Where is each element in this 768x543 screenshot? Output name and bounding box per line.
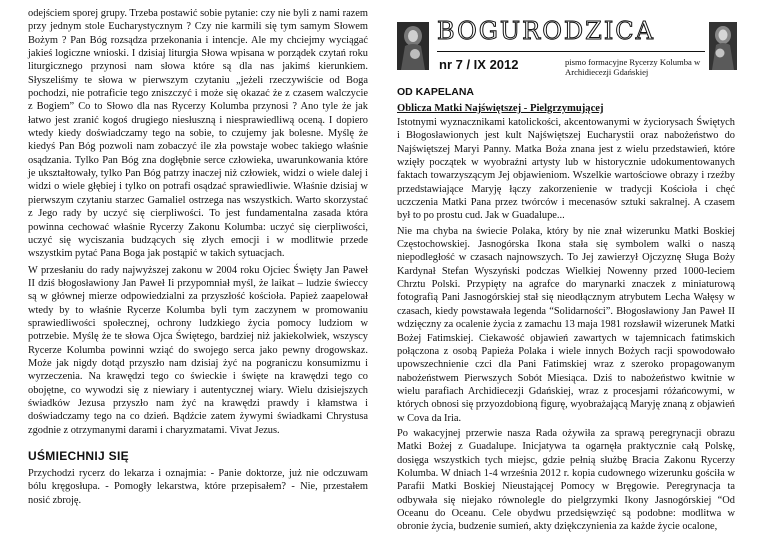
homily-paragraph-1: odejściem sporej grupy. Trzeba postawić sobie pytanie: czy nie byli z nami razem przy jednym stole Eucharystycznym ? Czy nie karmili się tym samym Słowem Bożym ? Pan Bóg rozsądza przekonania i intencje. Ale my chciejmy wyciągać jakieś logiczne wnioski. I dzisiaj liturgia Słowa wpisana w porządek czytań roku liturgicznego przynosi nam słowa które są dla nas jakimś kierunkiem. Słyszeliśmy te słowa w pierwszym czytaniu „jeżeli rzeczywiście od Boga pochodzi, nie potraficie tego zniszczyć i może się okazać że z czasem walczycie z Bogiem” Co to Słowo dla nas Rycerzy Kolumba przynosi ? Ano tyle że jak łatwo jest zranić kogoś drugiego niesłuszną i niesprawiedliwą oceną. I dopiero wtedy kiedy doświadczamy tego na sobie, to czujemy jak bolesne. Myślę że kiedyś Pan Bóg pozwoli nam zobaczyć ile zła powstaje wobec takiego właśnie osądzania. Tylko Pan Bóg zna dogłębnie serce człowieka, uwarunkowania które je ukształtowały, tylko Pan Bóg patrzy inaczej niż człowiek, widzi o wiele dalej i widzi o wiele głębiej i tylko on potrafi osądzać sprawiedliwie. Właśnie dzisiaj w pierwszym czytaniu starzec Gamaliel ostrzega nas wszystkich. Warto skorzystać z Jego rady by uczyć się cierpliwości. To jest fundamentalna zasada która powinna cechować właśnie Rycerzy Zakonu Kolumba: uczyć się cierpliwości, uczyć się wyciszania budzących się złych emocji i w modlitwie przede wszystkim pytać Pana Boga jak postąpić w takich sytuacjach. — [28, 8, 368, 260]
left-column — [28, 0, 368, 507]
masthead-subtitle: pismo formacyjne Rycerzy Kolumba w Archidiecezji Gdańskiej — [565, 57, 701, 77]
madonna-icon — [709, 22, 737, 70]
right-column — [397, 0, 735, 533]
article-paragraph-1: Istotnymi wyznacznikami katolickości, akcentowanymi w życiorysach Świętych i Błogosławionych jest kult Najświętszej Eucharystii oraz nabożeństwo do Najświętszej Maryi Panny. Matka Boża znana jest z wielu przedstawień, które wzięły początek w wyobraźni artysty lub w historycznie udokumentowanych faktach towarzyszącym Jej objawieniom. Wszelkie wartościowe obrazy i rzeźby przedstawiające Maryję łączy zakorzenienie w tradycji Kościoła i chęć uczczenia Matki Pana przez twórców i mecenasów sztuki sakralnej. A czasem był to po prostu cud. Jak w Guadalupe... — [397, 117, 735, 222]
issue-number: nr 7 / IX 2012 — [439, 57, 519, 72]
article-body — [397, 116, 735, 534]
section-heading: OD KAPELANA — [397, 86, 475, 98]
madonna-icon — [397, 22, 429, 70]
masthead — [397, 0, 735, 114]
smile-heading: UŚMIECHNIJ SIĘ — [28, 449, 129, 463]
masthead-title: BOGURODZICA — [437, 17, 655, 45]
article-title: Oblicza Matki Najświętszej - Pielgrzymującej — [397, 103, 604, 114]
article-paragraph-3: Po wakacyjnej przerwie nasza Rada ożywiła za sprawą peregrynacji obrazu Matki Bożej z Guadalupe. Inicjatywa ta ogarnęła praktycznie całą Polskę, dosięga wszystkich tych miejsc, gdzie pełnią służbę Bracia Zakonu Rycerzy Kolumba. W dniach 1-4 września 2012 r. kopia cudownego wizerunku gościła w Parafii Matki Boskiej Nieustającej Pomocy w Bręgowie. Peregrynacja ta odbywała się niejako równolegle do pielgrzymki Ikony Jasnogórskiej “Od Oceanu do Oceanu. Cele obydwu przedsięwzięć są podobne: modlitwa w obronie życia, budzenie sumień, akty dziękczynienia za każde życie ocalone, — [397, 427, 735, 533]
masthead-rule — [437, 51, 705, 52]
joke-text: Przychodzi rycerz do lekarza i oznajmia: - Panie doktorze, już nie odczuwam bólu kręgosłupa. - Pomogły lekarstwa, które przepisałem? - Nie, przestałem nosić zbroję. — [28, 468, 368, 506]
homily-paragraph-2: W przesłaniu do rady najwyższej zakonu w 2004 roku Ojciec Święty Jan Paweł II dziś błogosławiony Jan Paweł Ii przypomniał myśl, że laikat – ludzie świeccy są w głównej mierze odpowiedzialni za przyszłość kościoła. Papież zaapelował wtedy by to właśnie Rycerze Kolumba byli tym zaczynem w promowaniu sprawiedliwości społecznej, ochrony ludzkiego życia pomocy ludziom w potrzebie. Myślę że te słowa Ojca Świętego, bardziej niż jakiekolwiek, wszyscy Rycerze Kolumba powinni wziąć do swojego serca jako pewny drogowskaz. Może jak nigdy dotąd przyszło nam dzisiaj żyć na pograniczu konsumizmu i wyrzeczenia. Na krawędzi tego co świeckie i święte na krawędzi tego co obojętne, co wywodzi się z niewiary i autentycznej wiary. Wielu dzisiejszych świadków Jezusa przyszło nam żyć na krawędzi prawdy i kłamstwa i doświadczamy tego na co dzień. Bądźcie zatem żywymi świadkami Chrystusa zgodnie z otrzymanymi darami i charyzmatami. Vivat Jezus. — [28, 264, 368, 436]
article-paragraph-2: Nie ma chyba na świecie Polaka, który by nie znał wizerunku Matki Boskiej Częstochowskiej. Jasnogórska Ikona stała się symbolem walki o naszą niepodległość w czasach najnowszych. To Jej zawierzył Ojczyznę Sługa Boży Kardynał Stefan Wyszyński podczas Wielkiej Nowenny przed 1000-leciem Chrztu Polski. Przypięty na agrafce do marynarki znaczek z miniaturową fotografią Pani Jasnogórskiej stał się nieodłącznym atrybutem Lecha Wałęsy w czasach, kiedy powstawała legenda “Solidarności”. Błogosławiony Jan Paweł II wdzięczny za ocalenie życia z zamachu 13 maja 1981 rozsławił wizerunek Matki Bożej Fatimskiej. Ciekawość objawień zawartych w tajemnicach fatimskich połączona z osobą Papieża Polaka i wiele innych Bożych racji spowodowało upowszechnienie czci dla Pani Fatimskiej wraz z szeroko propagowanym nabożeństwem Pierwszych Sobót Miesiąca. Dziś to nabożeństwo kwitnie w wielu parafiach Archidiecezji Gdańskiej, wraz z procesjami różańcowymi, w których obnosi się przyozdobioną figurę, wyobrażającą Maryję znaną z objawień w Cova da Iria. — [397, 225, 735, 424]
